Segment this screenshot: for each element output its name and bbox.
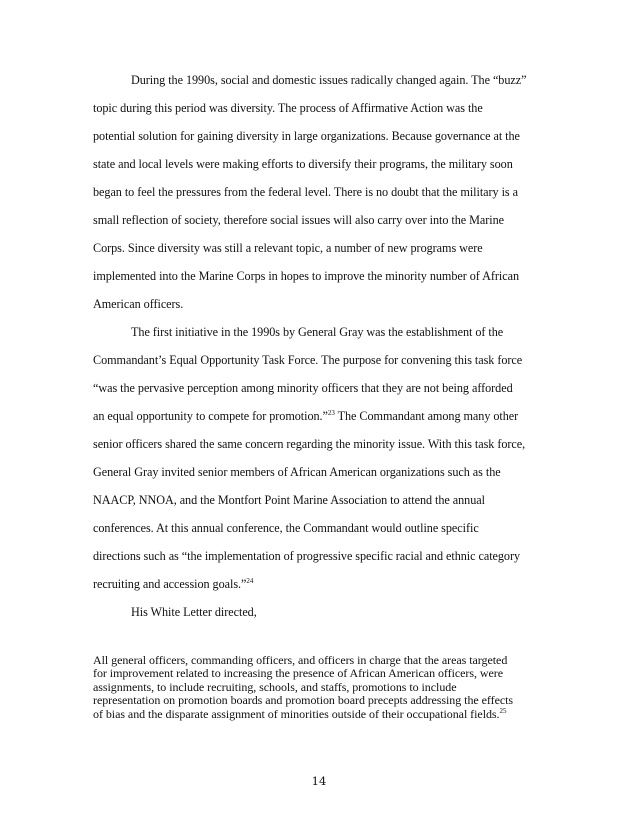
body-text: The Commandant among many other xyxy=(334,409,519,423)
body-line: General Gray invited senior members of African American organizations such as the xyxy=(93,465,501,479)
block-quote-text: for improvement related to increasing the presence of African American officers, were xyxy=(93,666,504,681)
body-line: began to feel the pressures from the federal level. There is no doubt that the military is a xyxy=(93,185,518,199)
body-line: NAACP, NNOA, and the Montfort Point Marine Association to attend the annual xyxy=(93,493,485,507)
body-text: recruiting and accession goals.” xyxy=(93,577,247,591)
body-line: Corps. Since diversity was still a relevant topic, a number of new programs were xyxy=(93,241,483,255)
body-line-with-footnote xyxy=(93,577,253,592)
block-quote-text: of bias and the disparate assignment of minorities outside of their occupational fields. xyxy=(93,706,500,721)
body-line: During the 1990s, social and domestic issues radically changed again. The “buzz” xyxy=(131,73,527,87)
body-line: senior officers shared the same concern regarding the minority issue. With this task force, xyxy=(93,437,526,451)
footnote-marker: 23 xyxy=(327,409,335,417)
block-quote-text: representation on promotion boards and promotion board precepts addressing the effects xyxy=(93,693,514,708)
block-quote-line xyxy=(93,707,506,722)
body-line: “was the pervasive perception among minority officers that they are not being afforded xyxy=(93,381,513,395)
page-number: 14 xyxy=(311,774,327,788)
body-line: Commandant’s Equal Opportunity Task Force. The purpose for convening this task force xyxy=(93,353,523,367)
body-line: small reflection of society, therefore social issues will also carry over into the Marine xyxy=(93,213,505,227)
footnote-marker: 25 xyxy=(499,706,507,715)
block-quote-text: assignments, to include recruiting, schools, and staffs, promotions to include xyxy=(93,679,457,694)
body-line: state and local levels were making efforts to diversify their programs, the military soon xyxy=(93,157,513,171)
body-line: His White Letter directed, xyxy=(131,605,257,619)
block-quote-text: All general officers, commanding officers, and officers in charge that the areas targeted xyxy=(93,653,508,667)
body-line: directions such as “the implementation of progressive specific racial and ethnic category xyxy=(93,549,521,563)
body-line: implemented into the Marine Corps in hopes to improve the minority number of African xyxy=(93,269,519,283)
body-line: The first initiative in the 1990s by General Gray was the establishment of the xyxy=(131,325,504,339)
body-line: potential solution for gaining diversity in large organizations. Because governance at the xyxy=(93,129,520,143)
body-line: conferences. At this annual conference, the Commandant would outline specific xyxy=(93,521,479,535)
body-line: topic during this period was diversity. The process of Affirmative Action was the xyxy=(93,101,483,115)
body-line-with-footnote xyxy=(93,409,518,424)
body-line: American officers. xyxy=(93,297,184,311)
body-text: an equal opportunity to compete for promotion.” xyxy=(93,409,328,423)
footnote-marker: 24 xyxy=(246,577,254,585)
